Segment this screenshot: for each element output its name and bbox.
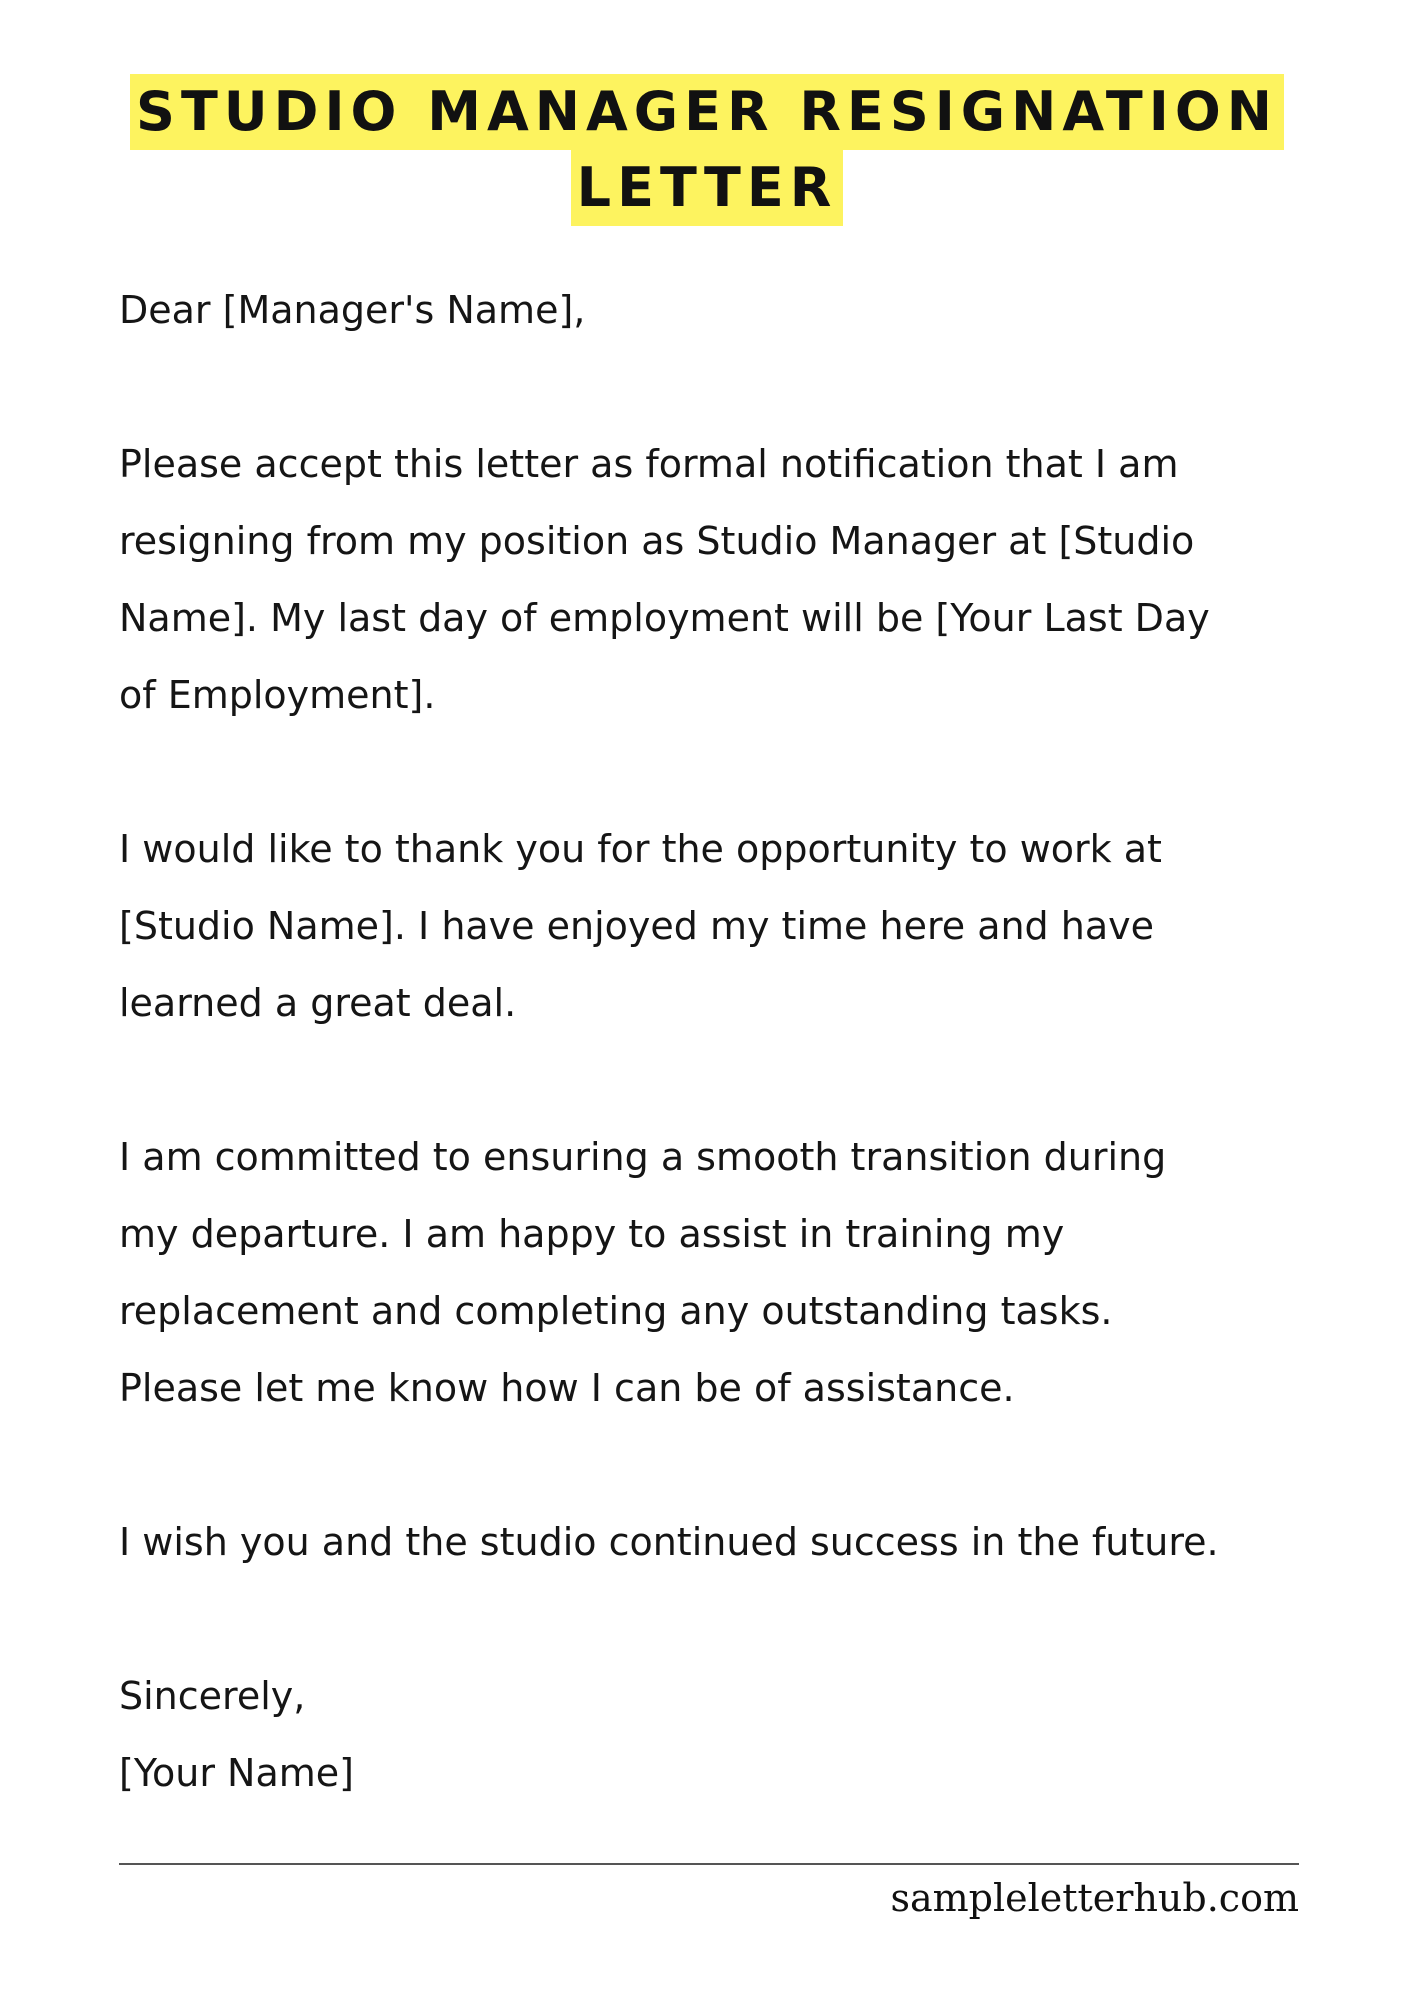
footer-divider <box>119 1863 1299 1865</box>
paragraph-spacer <box>119 349 1359 426</box>
title-line-2: LETTER <box>571 150 844 226</box>
letter-title <box>0 74 1414 226</box>
paragraph-spacer <box>119 734 1359 811</box>
paragraph-transition: I am committed to ensuring a smooth transition during my departure. I am happy to assist in training my replacement and completing any outstanding tasks. Please let me know how I can be of assistance. <box>119 1135 1167 1410</box>
salutation: Dear [Manager's Name], <box>119 288 586 332</box>
paragraph-wishes: I wish you and the studio continued success in the future. <box>119 1520 1219 1564</box>
title-line-1: STUDIO MANAGER RESIGNATION <box>130 74 1284 150</box>
footer-site-name: sampleletterhub.com <box>890 1876 1299 1920</box>
signature-name: [Your Name] <box>119 1751 354 1795</box>
paragraph-spacer <box>119 1427 1359 1504</box>
closing: Sincerely, <box>119 1674 306 1718</box>
paragraph-thanks: I would like to thank you for the opportunity to work at [Studio Name]. I have enjoyed my time here and have learned a great deal. <box>119 827 1162 1025</box>
letter-body <box>119 272 1359 1812</box>
paragraph-spacer <box>119 1581 1359 1658</box>
paragraph-spacer <box>119 1042 1359 1119</box>
paragraph-resignation-notice: Please accept this letter as formal notification that I am resigning from my position as Studio Manager at [Studio Name]. My last day of employment will be [Your Last Day of Employment]. <box>119 442 1210 717</box>
